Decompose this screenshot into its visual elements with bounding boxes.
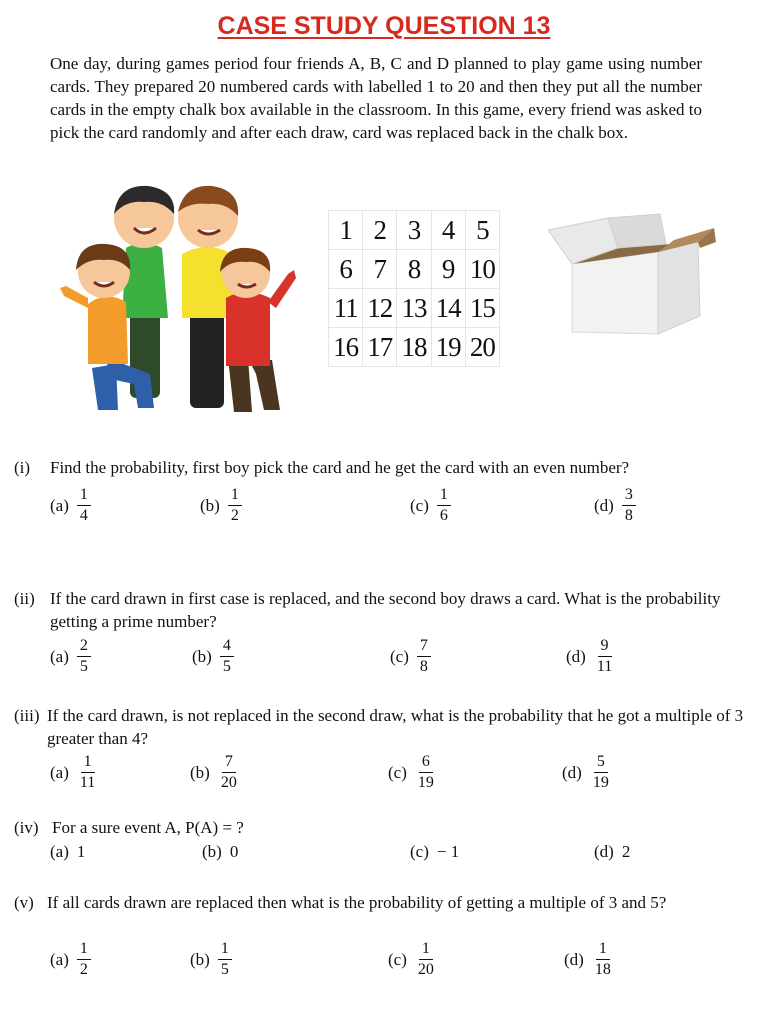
option-label: (b) [192, 646, 212, 666]
fraction [437, 486, 451, 525]
denominator: 5 [220, 961, 229, 978]
option-label: (c) [410, 842, 429, 861]
fraction [622, 486, 636, 525]
fraction [417, 637, 431, 676]
grid-row [329, 289, 500, 328]
option-label: (a) [50, 495, 69, 515]
option-label: (b) [202, 842, 222, 861]
numerator: 3 [622, 486, 636, 506]
numerator: 2 [77, 637, 91, 657]
numerator: 5 [594, 753, 608, 773]
denominator: 19 [417, 774, 434, 791]
question-number: (iv) [14, 818, 39, 837]
denominator: 8 [419, 658, 428, 675]
denominator: 4 [79, 507, 88, 524]
option-value: 2 [621, 842, 631, 861]
grid-cell: 4 [431, 211, 465, 250]
grid-cell: 18 [397, 328, 431, 367]
option-a[interactable] [50, 940, 91, 979]
option-b[interactable] [190, 753, 240, 792]
question-number: (v) [14, 893, 34, 912]
grid-cell: 15 [465, 289, 499, 328]
denominator: 18 [594, 961, 611, 978]
grid-row [329, 250, 500, 289]
option-c[interactable] [390, 637, 431, 676]
grid-cell: 12 [363, 289, 397, 328]
option-label: (a) [50, 646, 69, 666]
page-title: CASE STUDY QUESTION 13 [217, 12, 551, 40]
option-label: (c) [410, 495, 429, 515]
numerator: 1 [419, 940, 433, 960]
grid-cell: 13 [397, 289, 431, 328]
denominator: 5 [79, 658, 88, 675]
option-label: (b) [190, 949, 210, 969]
option-label: (a) [50, 949, 69, 969]
grid-cell: 10 [465, 250, 499, 289]
grid-cell: 17 [363, 328, 397, 367]
grid-row [329, 328, 500, 367]
option-label: (d) [562, 762, 582, 782]
question-text: If all cards drawn are replaced then what is the probability of getting a multiple of 3 and 5? [47, 893, 667, 912]
question-number: (iii) [14, 706, 40, 725]
numerator: 6 [419, 753, 433, 773]
fraction [77, 486, 91, 525]
option-label: (b) [200, 495, 220, 515]
numerator: 4 [220, 637, 234, 657]
option-c[interactable] [388, 753, 437, 792]
option-a[interactable] [50, 842, 85, 862]
chalk-box-illustration [548, 208, 718, 338]
numerator: 1 [77, 940, 91, 960]
denominator: 5 [222, 658, 231, 675]
option-c[interactable] [410, 842, 459, 862]
fraction [77, 637, 91, 676]
grid-cell: 14 [431, 289, 465, 328]
fraction [594, 637, 615, 676]
denominator: 8 [624, 507, 633, 524]
option-d[interactable] [594, 486, 636, 525]
fraction [218, 753, 240, 792]
option-value: − 1 [436, 842, 460, 861]
option-label: (d) [594, 842, 614, 861]
denominator: 6 [439, 507, 448, 524]
grid-cell: 2 [363, 211, 397, 250]
option-a[interactable] [50, 637, 91, 676]
question-text: If the card drawn, is not replaced in the second draw, what is the probability that he got a multiple of 3 greater than 4? [47, 706, 744, 748]
fraction [220, 637, 234, 676]
grid-cell: 19 [431, 328, 465, 367]
option-label: (b) [190, 762, 210, 782]
denominator: 2 [230, 507, 239, 524]
option-a[interactable] [50, 486, 91, 525]
question-text: Find the probability, first boy pick the card and he get the card with an even number? [50, 458, 630, 477]
question-number: (i) [14, 458, 31, 477]
numerator: 7 [222, 753, 236, 773]
option-a[interactable] [50, 753, 98, 792]
denominator: 11 [79, 774, 96, 791]
option-b[interactable] [202, 842, 238, 862]
numerator: 1 [81, 753, 95, 773]
grid-cell: 20 [465, 328, 499, 367]
option-value: 0 [229, 842, 239, 861]
option-b[interactable] [200, 486, 242, 525]
numerator: 1 [596, 940, 610, 960]
denominator: 19 [592, 774, 609, 791]
fraction [218, 940, 232, 979]
grid-cell: 8 [397, 250, 431, 289]
denominator: 20 [417, 961, 434, 978]
option-b[interactable] [190, 940, 232, 979]
grid-row [329, 211, 500, 250]
question-text: If the card drawn in first case is replaced, and the second boy draws a card. What is the probability getting a prime number? [50, 589, 721, 631]
intro-paragraph: One day, during games period four friends A, B, C and D planned to play game using number cards. They prepared 20 numbered cards with labelled 1 to 20 and then they put all the number cards in the empty chalk box available in the classroom. In this game, every friend was asked to pick the card randomly and after each draw, card was replaced back in the chalk box. [50, 54, 702, 142]
grid-cell: 7 [363, 250, 397, 289]
option-d[interactable] [562, 753, 612, 792]
grid-cell: 16 [329, 328, 363, 367]
option-label: (d) [566, 646, 586, 666]
option-d[interactable] [594, 842, 630, 862]
fraction [415, 940, 437, 979]
boy-red-shirt [220, 248, 296, 412]
numerator: 7 [417, 637, 431, 657]
fraction [590, 753, 612, 792]
option-b[interactable] [192, 637, 234, 676]
question-text: For a sure event A, P(A) = ? [52, 818, 244, 837]
grid-cell: 1 [329, 211, 363, 250]
numerator: 1 [228, 486, 242, 506]
fraction [592, 940, 614, 979]
option-label: (c) [388, 762, 407, 782]
denominator: 20 [220, 774, 237, 791]
four-friends-illustration [58, 178, 298, 422]
option-label: (a) [50, 762, 69, 782]
numerator: 1 [77, 486, 91, 506]
fraction [415, 753, 437, 792]
numerator: 9 [598, 637, 612, 657]
number-cards-grid [328, 210, 500, 367]
denominator: 2 [79, 961, 88, 978]
option-label: (c) [390, 646, 409, 666]
option-label: (d) [594, 495, 614, 515]
grid-cell: 3 [397, 211, 431, 250]
question-number: (ii) [14, 589, 35, 608]
grid-cell: 5 [465, 211, 499, 250]
option-d[interactable] [566, 637, 615, 676]
option-label: (a) [50, 842, 69, 861]
numerator: 1 [218, 940, 232, 960]
option-label: (d) [564, 949, 584, 969]
grid-cell: 6 [329, 250, 363, 289]
denominator: 11 [596, 658, 613, 675]
option-c[interactable] [388, 940, 437, 979]
option-label: (c) [388, 949, 407, 969]
option-c[interactable] [410, 486, 451, 525]
option-value: 1 [76, 842, 86, 861]
numerator: 1 [437, 486, 451, 506]
fraction [77, 940, 91, 979]
fraction [77, 753, 98, 792]
option-d[interactable] [564, 940, 614, 979]
fraction [228, 486, 242, 525]
grid-cell: 11 [329, 289, 363, 328]
grid-cell: 9 [431, 250, 465, 289]
